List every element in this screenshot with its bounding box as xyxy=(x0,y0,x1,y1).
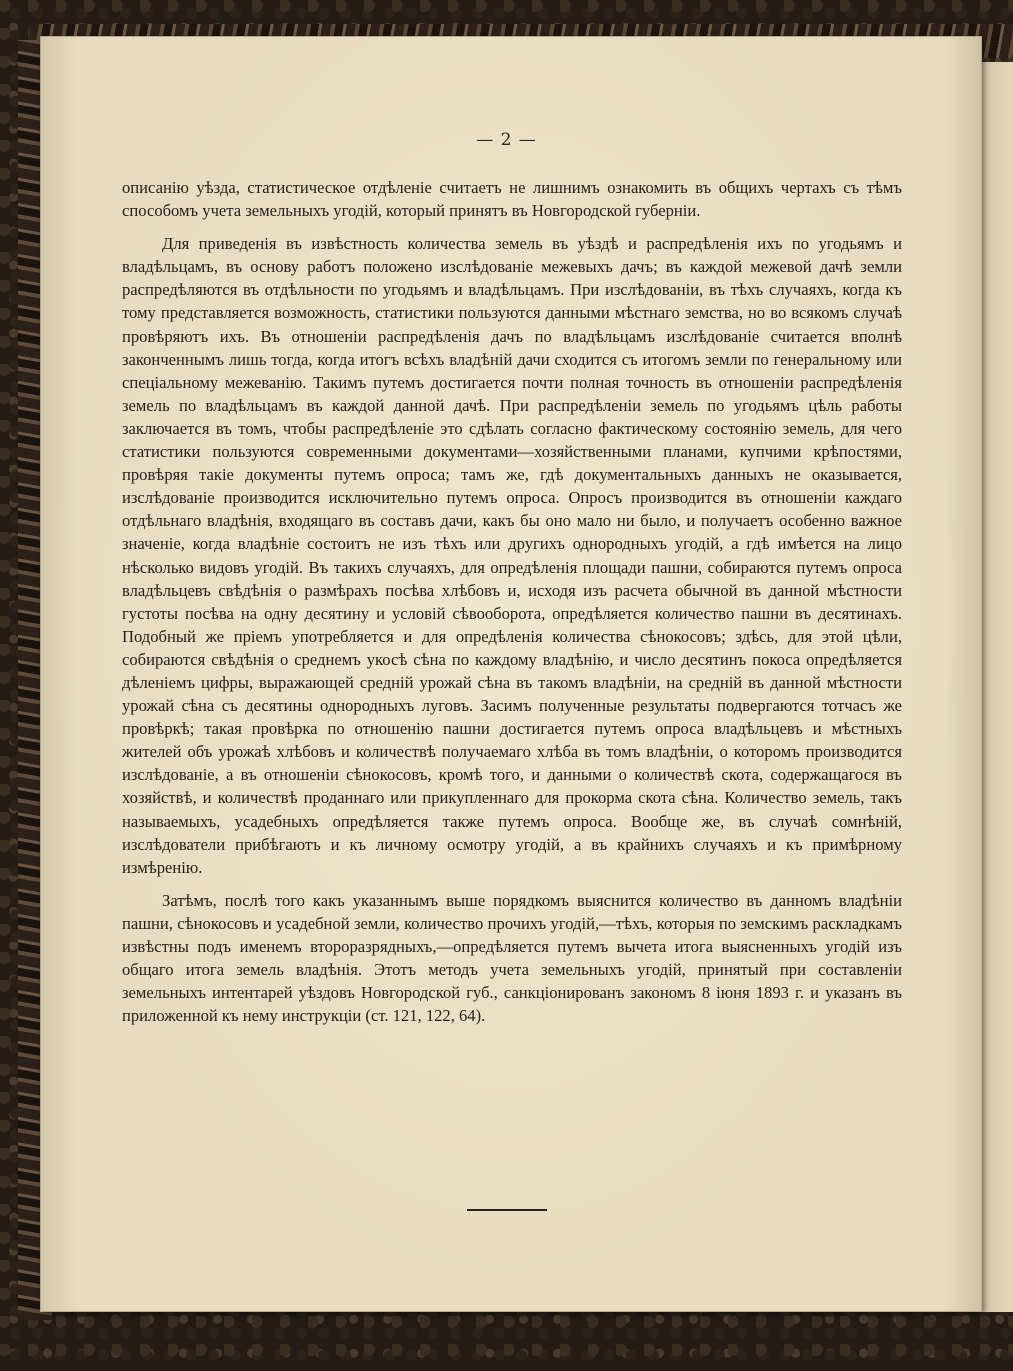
paragraph-1: описанію уѣзда, статистическое отдѣленіе считаетъ не лишнимъ ознакомить въ общихъ чертахъ съ тѣмъ способомъ учета земельныхъ угодій, который принятъ въ Новгородской губерніи. xyxy=(122,178,902,221)
paragraph-3: Затѣмъ, послѣ того какъ указаннымъ выше порядкомъ выяснится количество въ данномъ владѣніи пашни, сѣнокосовъ и усадебной земли, количество прочихъ угодій,—тѣхъ, которыя по земскимъ раскладкамъ извѣстны подъ именемъ второразрядныхъ,—опредѣляется путемъ вычета итога выясненныхъ угодій изъ общаго итога земель владѣнія. Этотъ методъ учета земельныхъ угодій, принятый при составленіи земельныхъ интентарей уѣздовъ Новгородской губ., санкціонированъ закономъ 8 іюня 1893 г. и указанъ въ приложенной къ нему инструкціи (ст. 121, 122, 64). xyxy=(122,890,902,1026)
paragraph-2: Для приведенія въ извѣстность количества земель въ уѣздѣ и распредѣленія ихъ по угодьямъ и владѣльцамъ, въ основу работъ положено изслѣдованіе межевыхъ дачъ; въ каждой межевой дачѣ земли распредѣляются въ отдѣльности по угодьямъ и владѣльцамъ. При изслѣдованіи, въ тѣхъ случаяхъ, когда къ тому представляется возможность, статистики пользуются данными мѣстнаго земства, но во всякомъ случаѣ провѣряютъ ихъ. Въ отношеніи распредѣленія дачъ по владѣльцамъ изслѣдованіе считается вполнѣ законченнымъ лишь тогда, когда итогъ всѣхъ владѣній дачи сходится съ итогомъ земли по генеральному или спеціальному межеванію. Такимъ путемъ достигается почти полная точность въ отношеніи распредѣленія земель по владѣльцамъ въ каждой данной дачѣ. При распредѣленіи земель по угодьямъ цѣль работы заключается въ томъ, чтобы распредѣленіе это сдѣлать согласно фактическому состоянію земель, для чего статистики пользуются современными документами—хозяйственными планами, купчими крѣпостями, провѣряя такіе документы путемъ опроса; тамъ же, гдѣ документальныхъ данныхъ не оказывается, изслѣдованіе производится исключительно путемъ опроса. Опросъ производится въ отношеніи каждаго отдѣльнаго владѣнія, входящаго въ составъ дачи, какъ бы оно мало ни было, и получаетъ особенно важное значеніе, когда владѣніе состоитъ не изъ тѣхъ или другихъ однородныхъ угодій, а гдѣ имѣется на лицо нѣсколько видовъ угодій. Въ такихъ случаяхъ, для опредѣленія площади пашни, собираются путемъ опроса владѣльцевъ свѣдѣнія о размѣрахъ посѣва хлѣбовъ и, исходя изъ расчета обычной въ данной мѣстности густоты посѣва на одну десятину и условій сѣвооборота, опредѣляется количество пашни въ десятинахъ. Подобный же пріемъ употребляется и для опредѣленія количества сѣнокосовъ; здѣсь, для этой цѣли, собираются свѣдѣнія о среднемъ укосѣ сѣна по каждому владѣнію, и число десятинъ покоса опредѣляется дѣленіемъ цифры, выражающей средній урожай сѣна въ такомъ владѣніи, на средній въ данной мѣстности урожай сѣна съ десятины однородныхъ луговъ. Засимъ полученные результаты подвергаются тотчасъ же провѣркѣ; такая провѣрка по отношенію пашни достигается путемъ опроса владѣльцевъ и мѣстныхъ жителей объ урожаѣ хлѣбовъ и количествѣ получаемаго хлѣба въ томъ владѣніи, о которомъ производится изслѣдованіе, а въ отношеніи сѣнокосовъ, кромѣ того, и данными о количествѣ скота, содержащагося въ хозяйствѣ, и количествѣ проданнаго или прикупленнаго для прокорма скота сѣна. Количество земель, такъ называемыхъ, усадебныхъ опредѣляется также путемъ опроса. Вообще же, въ случаѣ сомнѣній, изслѣдователи прибѣгаютъ и къ личному осмотру угодій, а въ крайнихъ случаяхъ и къ примѣрному измѣренію. xyxy=(122,234,902,877)
page-number: — 2 — xyxy=(476,130,537,150)
adjacent-page-edge xyxy=(978,62,1013,1312)
closing-rule xyxy=(467,1209,547,1211)
page-body xyxy=(122,176,902,1027)
